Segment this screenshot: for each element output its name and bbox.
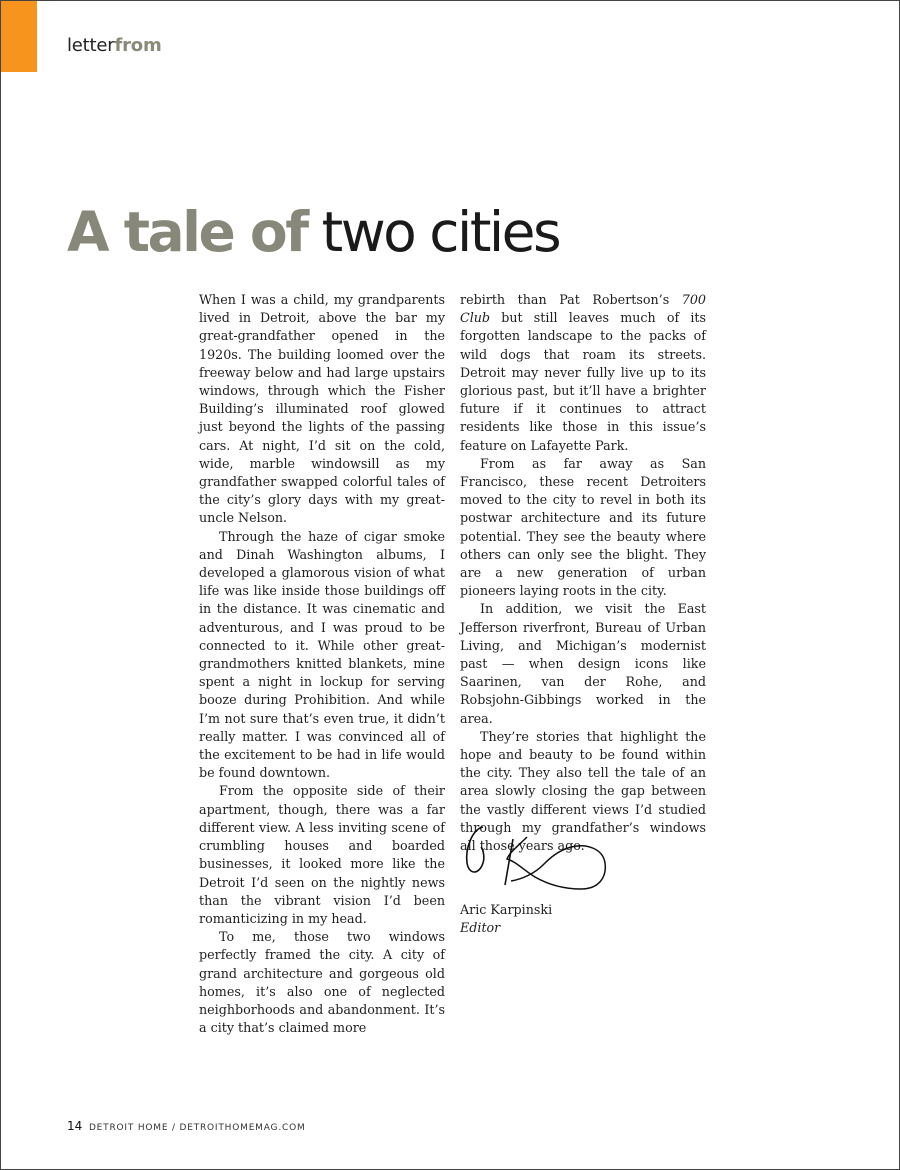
title-light: two cities [321, 200, 560, 264]
section-label-main: letter [67, 35, 115, 56]
page-footer [67, 1119, 306, 1133]
body-paragraph: From the opposite side of their apartment, though, there was a far different view. A less inviting scene of crumbling houses and boarded businesses, it looked more like the Detroit I’d seen on the nightly news than the vibrant vision I’d been romanticizing in my head. [199, 783, 445, 926]
section-label-accent: from [114, 35, 162, 56]
body-paragraph: To me, those two windows perfectly framed the city. A city of grand architecture and gorgeous old homes, it’s also one of neglected neighborhoods and abandonment. It’s a city that’s claimed more [199, 929, 445, 1036]
body-paragraph: rebirth than Pat Robertson’s 700 Club but still leaves much of its forgotten landscape to the packs of wild dogs that roam its streets. Detroit may never fully live up to its glorious past, but it’ll have a brighter future if it continues to attract residents like those in this issue’s feature on Lafayette Park. [460, 292, 706, 453]
editor-signature [461, 819, 611, 899]
body-paragraph: In addition, we visit the East Jefferson riverfront, Bureau of Urban Living, and Michigan’s modernist past — when design icons like Saarinen, van der Rohe, and Robsjohn-Gibbings worked in the area. [460, 601, 706, 726]
title-bold: A tale of [67, 200, 307, 264]
section-label [67, 35, 162, 56]
body-column-right [460, 291, 706, 855]
page-title [67, 197, 559, 267]
editor-name: Aric Karpinski [460, 902, 553, 917]
body-paragraph: They’re stories that highlight the hope and beauty to be found within the city. They also tell the tale of an area slowly closing the gap between the vastly different views I’d studied through my grandfather’s windows all those years ago. [460, 728, 706, 854]
page-number: 14 [67, 1119, 83, 1133]
body-paragraph: From as far away as San Francisco, these recent Detroiters moved to the city to revel in both its postwar architecture and its future potential. They see the beauty where others can only see the blight. They are a new generation of urban pioneers laying roots in the city. [460, 455, 706, 599]
magazine-title-italic: 700 Club [460, 292, 706, 326]
editor-title: Editor [460, 920, 501, 935]
body-column-left [199, 291, 445, 1037]
section-color-tab [1, 1, 37, 72]
body-paragraph: Through the haze of cigar smoke and Dinah Washington albums, I developed a glamorous vision of what life was like inside those buildings off in the distance. It was cinematic and adventurous, and I was proud to be connected to it. While other great-grandmothers knitted blankets, mine spent a night in lockup for serving booze during Prohibition. And while I’m not sure that’s even true, it didn’t really matter. I was convinced all of the excitement to be had in life would be found downtown. [199, 528, 445, 781]
body-paragraph: When I was a child, my grandparents lived in Detroit, above the bar my great-grandfather opened in the 1920s. The building loomed over the freeway below and had large upstairs windows, through which the Fisher Building’s illuminated roof glowed just beyond the lights of the passing cars. At night, I’d sit on the cold, wide, marble windowsill as my grandfather swapped colorful tales of the city’s glory days with my great-uncle Nelson. [199, 292, 445, 526]
footer-publication: DETROIT HOME / DETROITHOMEMAG.COM [88, 1123, 306, 1133]
